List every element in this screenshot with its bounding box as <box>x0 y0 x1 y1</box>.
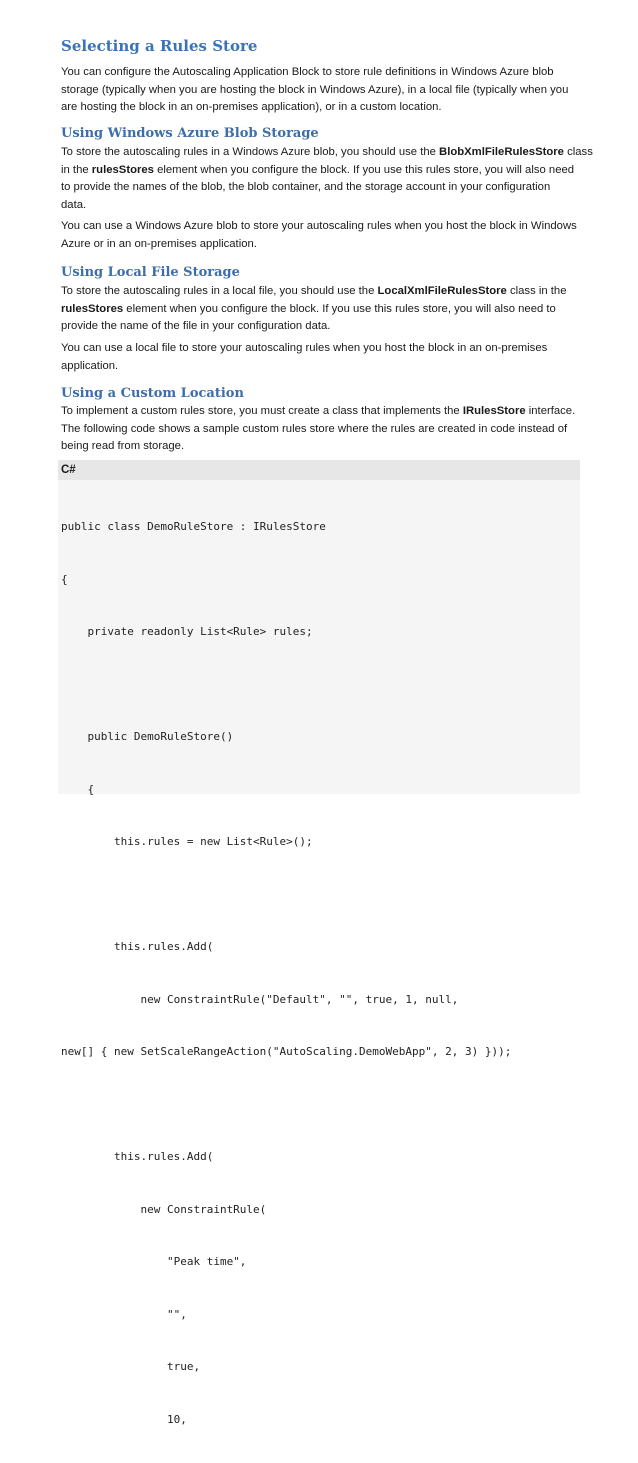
paragraph-line <box>61 144 593 162</box>
blob-paragraph-2 <box>61 218 581 253</box>
code-listing <box>58 480 580 1463</box>
text-run: To store the autoscaling rules in a local file, you should use the <box>61 285 378 297</box>
code-line: this.rules.Add( <box>61 940 214 953</box>
custom-location-heading: Using a Custom Location <box>61 386 244 401</box>
text-run: class <box>563 146 593 158</box>
code-line: new ConstraintRule( <box>61 1202 267 1216</box>
paragraph-line: You can use a Windows Azure blob to store your autoscaling rules when you host the block in Windows <box>61 220 577 232</box>
class-name-bold: LocalXmlFileRulesStore <box>377 285 507 297</box>
code-line: "", <box>61 1307 187 1321</box>
code-line: public class DemoRuleStore : IRulesStore <box>61 520 326 533</box>
paragraph-line <box>61 403 581 421</box>
text-run: interface. <box>525 405 576 417</box>
local-paragraph-2 <box>61 340 581 375</box>
custom-paragraph-1 <box>61 403 581 456</box>
paragraph-line <box>61 283 581 301</box>
code-line: new ConstraintRule("Default", "", true, 1, null, <box>61 992 459 1006</box>
code-line: this.rules = new List<Rule>(); <box>61 835 313 848</box>
element-name-bold: rulesStores <box>91 163 154 176</box>
code-line: { <box>61 782 95 796</box>
code-line: new[] { new SetScaleRangeAction("AutoScaling.DemoWebApp", 2, 3) })); <box>61 1045 512 1058</box>
intro-line: You can configure the Autoscaling Application Block to store rule definitions in Windows Azure blob <box>61 66 554 78</box>
code-line: public DemoRuleStore() <box>61 730 234 743</box>
text-run: element when you configure the block. If you use this rules store, you will also need <box>153 163 575 176</box>
code-block <box>58 460 580 1426</box>
interface-name-bold: IRulesStore <box>462 405 526 417</box>
blob-paragraph-1 <box>61 144 593 214</box>
paragraph-line: being read from storage. <box>61 440 185 452</box>
code-line: private readonly List<Rule> rules; <box>61 625 313 638</box>
text-run: class in the <box>506 285 567 297</box>
paragraph-line: application. <box>61 359 119 372</box>
code-line: "Peak time", <box>61 1255 247 1268</box>
blob-storage-heading: Using Windows Azure Blob Storage <box>61 126 319 141</box>
paragraph-line <box>61 162 581 180</box>
code-line <box>61 886 580 904</box>
code-line: true, <box>61 1360 201 1373</box>
paragraph-line: to provide the names of the blob, the blob container, and the storage account in your configuration <box>61 181 551 193</box>
intro-line: storage (typically when you are hosting the block in Windows Azure), in a local file (typically when you <box>61 83 569 96</box>
paragraph-line: Azure or in an on-premises application. <box>61 237 257 250</box>
intro-paragraph <box>61 64 581 117</box>
local-paragraph-1 <box>61 283 581 336</box>
code-line: { <box>61 572 68 586</box>
code-line <box>61 1096 580 1114</box>
local-storage-heading: Using Local File Storage <box>61 265 240 280</box>
paragraph-line: You can use a local file to store your autoscaling rules when you host the block in an on-premises <box>61 342 548 354</box>
paragraph-line: provide the name of the file in your configuration data. <box>61 320 331 332</box>
paragraph-line <box>61 301 581 319</box>
intro-line: are hosting the block in an on-premises application), or in a custom location. <box>61 101 442 113</box>
section-title: Selecting a Rules Store <box>61 37 258 55</box>
code-line: 10, <box>61 1412 187 1426</box>
text-run: element when you configure the block. If you use this rules store, you will also need to <box>123 302 556 315</box>
text-run: in the <box>61 163 92 176</box>
code-line <box>61 676 580 694</box>
paragraph-line: data. <box>61 198 87 211</box>
code-language-label: C# <box>58 460 580 480</box>
class-name-bold: BlobXmlFileRulesStore <box>439 146 564 158</box>
code-line: this.rules.Add( <box>61 1150 214 1163</box>
text-run: To store the autoscaling rules in a Windows Azure blob, you should use the <box>61 146 440 158</box>
paragraph-line: The following code shows a sample custom rules store where the rules are created in code instead of <box>61 422 568 435</box>
text-run: To implement a custom rules store, you must create a class that implements the <box>61 405 463 417</box>
element-name-bold: rulesStores <box>61 302 124 315</box>
